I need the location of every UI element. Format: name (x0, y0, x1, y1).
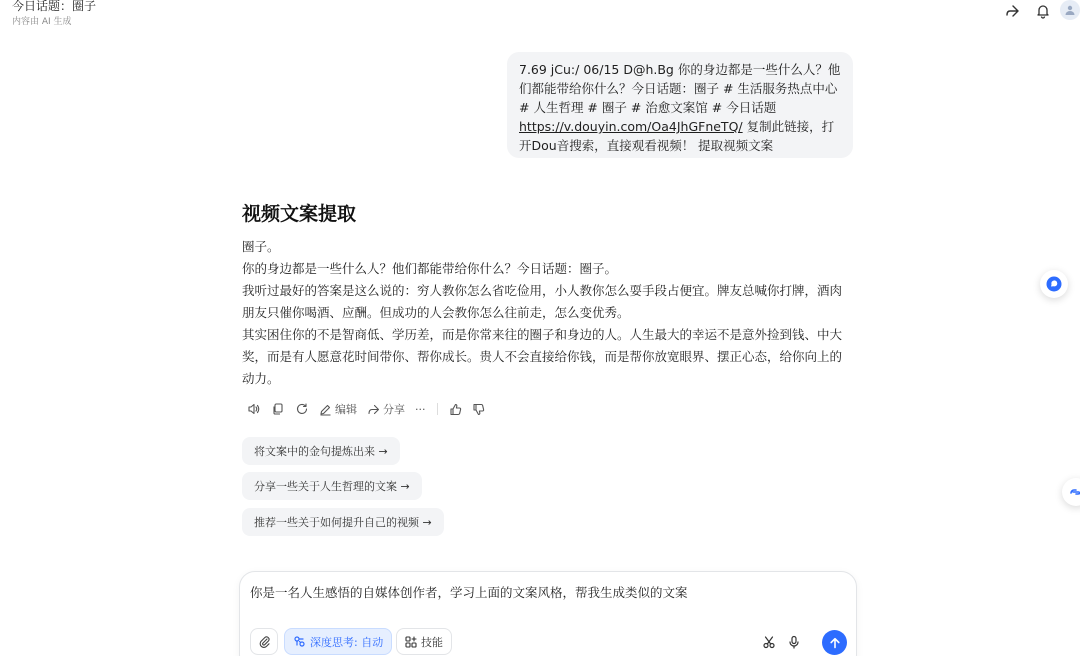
floating-assistant-button[interactable] (1040, 270, 1068, 298)
dislike-button[interactable] (467, 399, 490, 419)
avatar[interactable] (1060, 0, 1080, 20)
thumbs-up-icon (449, 403, 462, 416)
suggestion-chip[interactable]: 分享一些关于人生哲理的文案 → (242, 472, 422, 500)
suggestion-chip[interactable]: 推荐一些关于如何提升自己的视频 → (242, 508, 444, 536)
chat-bubble-icon (1045, 275, 1063, 293)
share-icon (367, 403, 380, 416)
copy-icon (271, 402, 285, 416)
refresh-icon (295, 402, 309, 416)
deep-think-label: 深度思考: 自动 (310, 635, 384, 649)
more-button[interactable]: ··· (415, 402, 426, 416)
like-button[interactable] (444, 399, 467, 419)
suggestion-chip[interactable]: 将文案中的金句提炼出来 → (242, 437, 400, 465)
ai-generated-note: 内容由 AI 生成 (12, 17, 72, 27)
answer-paragraph: 你的身边都是一些什么人？他们都能带给你什么？今日话题：圈子。 (242, 261, 618, 276)
user-message-bubble (507, 52, 853, 158)
microphone-icon[interactable] (786, 634, 802, 650)
page-title: 今日话题：圈子 (12, 0, 97, 13)
regenerate-button[interactable] (290, 399, 314, 419)
copy-button[interactable] (266, 399, 290, 419)
speaker-icon (247, 402, 261, 416)
divider (437, 403, 438, 415)
answer-paragraph: 其实困住你的不是智商低、学历差，而是你常来往的圈子和身边的人。人生最大的幸运不是意外捡到钱、中大奖，而是有人愿意花时间带你、帮你成长。贵人不会直接给你钱，而是帮你放宽眼界、摆正心态，给你向上的动力。 (242, 327, 843, 386)
grid-icon (405, 636, 417, 648)
skills-label: 技能 (421, 635, 443, 649)
deep-think-toggle[interactable] (284, 628, 392, 655)
share-answer-button[interactable] (362, 399, 410, 419)
answer-toolbar (242, 399, 490, 419)
user-message-text-tail: 复制此链接，打开Dou音搜索，直接观看视频！ 提取视频文案 (519, 119, 835, 153)
share-label: 分享 (383, 403, 405, 416)
edit-label: 编辑 (335, 403, 357, 416)
attach-button[interactable] (250, 628, 278, 655)
thumbs-down-icon (472, 403, 485, 416)
edit-icon (319, 403, 332, 416)
chat-input-box (239, 571, 857, 656)
arrow-up-icon (829, 637, 841, 649)
floating-side-tool-button[interactable] (1062, 478, 1080, 506)
answer-title: 视频文案提取 (242, 203, 357, 225)
answer-paragraph: 我听过最好的答案是这么说的：穷人教你怎么省吃俭用，小人教你怎么耍手段占便宜。牌友总喊你打牌，酒肉朋友只催你喝酒、应酬。但成功的人会教你怎么往前走，怎么变优秀。 (242, 283, 843, 320)
answer-paragraph: 圈子。 (242, 239, 280, 254)
read-aloud-button[interactable] (242, 399, 266, 419)
bell-icon[interactable] (1034, 2, 1052, 20)
skills-button[interactable] (396, 628, 452, 655)
douyin-link[interactable]: https://v.douyin.com/Oa4JhGFneTQ/ (519, 119, 743, 134)
edit-button[interactable] (314, 399, 362, 419)
paperclip-icon (258, 635, 271, 648)
send-button[interactable] (822, 630, 847, 655)
deep-think-icon (293, 635, 306, 648)
chat-input[interactable]: 你是一名人生感悟的自媒体创作者，学习上面的文案风格，帮我生成类似的文案 (250, 585, 688, 600)
share-icon[interactable] (1003, 2, 1021, 20)
user-message-text: 7.69 jCu:/ 06/15 D@h.Bg 你的身边都是一些什么人？他们都能带给你什么？今日话题：圈子 # 生活服务热点中心 # 人生哲理 # 圈子 # 治愈文案馆 # 今日话题 (519, 62, 841, 115)
link-icon (1068, 484, 1080, 500)
scissors-icon[interactable] (761, 634, 777, 650)
answer-body (242, 236, 854, 390)
header (0, 0, 1080, 30)
